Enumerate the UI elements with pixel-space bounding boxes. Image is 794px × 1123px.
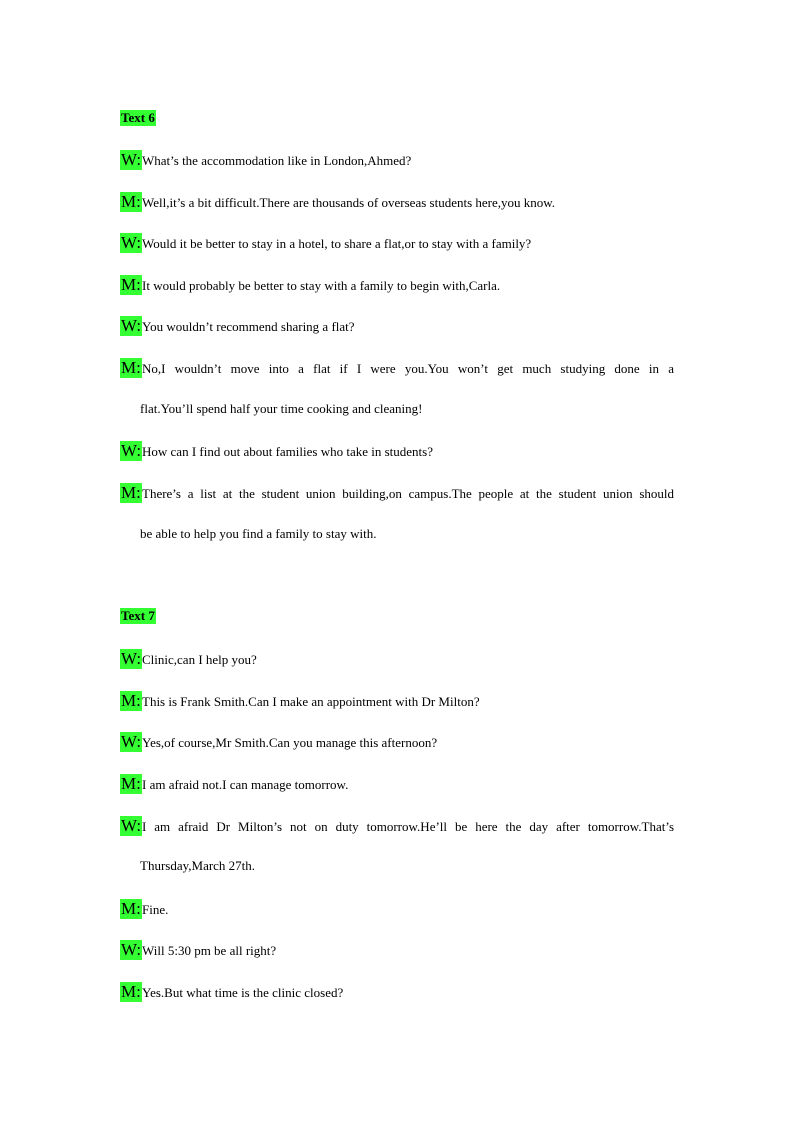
dialogue-text: Will 5:30 pm be all right? [142, 943, 277, 958]
dialogue-text: Would it be better to stay in a hotel, to share a flat,or to stay with a family? [142, 236, 532, 251]
dialogue-text: You wouldn’t recommend sharing a flat? [142, 319, 355, 334]
speaker-label: M: [121, 358, 141, 377]
dialogue-text: Fine. [142, 902, 169, 917]
speaker-label: M: [121, 483, 141, 502]
speaker-label: W: [121, 816, 142, 835]
speaker-label: M: [121, 774, 141, 793]
speaker-label: W: [121, 732, 142, 751]
section-title-text7: Text 7 [121, 608, 155, 623]
speaker-label: W: [121, 316, 142, 335]
dialogue-text: This is Frank Smith.Can I make an appointment with Dr Milton? [142, 694, 480, 709]
dialogue-text: I am afraid Dr Milton’s not on duty tomorrow.He’ll be here the day after tomorrow.That’s [142, 819, 674, 834]
dialogue-text: There’s a list at the student union building,on campus.The people at the student union should [142, 486, 674, 501]
dialogue-text: I am afraid not.I can manage tomorrow. [142, 777, 349, 792]
dialogue-text: It would probably be better to stay with a family to begin with,Carla. [142, 278, 501, 293]
section-title-text6: Text 6 [121, 110, 155, 125]
dialogue-continuation: flat.You’ll spend half your time cooking and cleaning! [140, 401, 423, 416]
dialogue-text: No,I wouldn’t move into a flat if I were you.You won’t get much studying done in a [142, 361, 674, 376]
speaker-label: W: [121, 150, 142, 169]
speaker-label: M: [121, 899, 141, 918]
speaker-label: M: [121, 982, 141, 1001]
dialogue-text: Yes,of course,Mr Smith.Can you manage this afternoon? [142, 735, 438, 750]
dialogue-text: Well,it’s a bit difficult.There are thousands of overseas students here,you know. [142, 195, 556, 210]
dialogue-text: How can I find out about families who take in students? [142, 444, 433, 459]
dialogue-text: Yes.But what time is the clinic closed? [142, 985, 344, 1000]
speaker-label: W: [121, 233, 142, 252]
speaker-label: M: [121, 275, 141, 294]
dialogue-continuation: be able to help you find a family to stay with. [140, 526, 377, 541]
dialogue-text: What’s the accommodation like in London,Ahmed? [142, 153, 412, 168]
dialogue-text: Clinic,can I help you? [142, 652, 257, 667]
speaker-label: M: [121, 691, 141, 710]
speaker-label: W: [121, 940, 142, 959]
speaker-label: W: [121, 441, 142, 460]
speaker-label: W: [121, 649, 142, 668]
dialogue-continuation: Thursday,March 27th. [140, 858, 256, 873]
speaker-label: M: [121, 192, 141, 211]
